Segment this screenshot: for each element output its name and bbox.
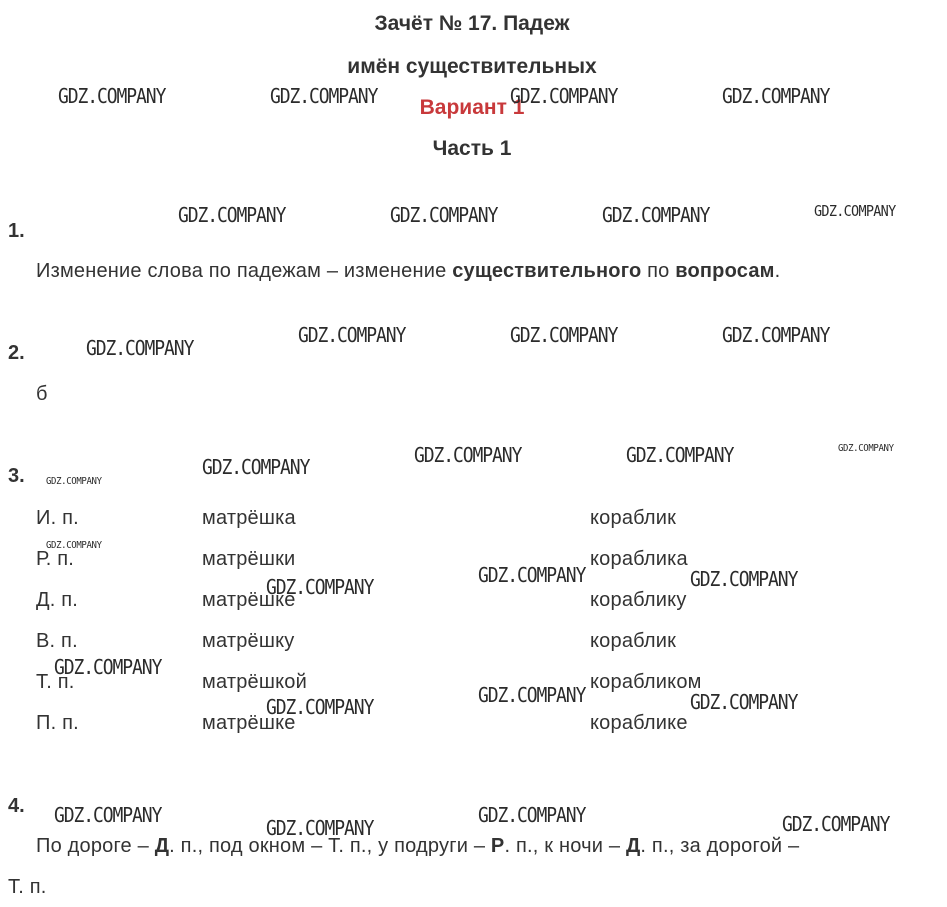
watermark: GDZ.COMPANY [838,443,894,454]
task-4-t4: . п., за дорогой – [640,835,800,857]
task-1-text-b: по [641,260,676,282]
task-4-b2: Р [490,835,505,857]
watermark: GDZ.COMPANY [478,683,586,707]
watermark: GDZ.COMPANY [626,443,734,467]
watermark: GDZ.COMPANY [390,203,498,227]
case-label: В. п. [36,630,78,652]
task-3-number: 3. [8,465,25,487]
watermark: GDZ.COMPANY [602,203,710,227]
word-matryoshka: матрёшку [202,630,295,652]
word-matryoshka: матрёшке [202,712,296,734]
watermark: GDZ.COMPANY [178,203,286,227]
case-label: И. п. [36,507,79,529]
case-label: П. п. [36,712,79,734]
task-1-text [36,260,780,283]
watermark: GDZ.COMPANY [478,563,586,587]
case-label: Т. п. [36,671,75,693]
task-1-text-a: Изменение слова по падежам – изменение [36,260,453,282]
watermark: GDZ.COMPANY [722,84,830,108]
task-4-b3: Д [625,835,641,857]
task-1-bold-b: вопросам [675,260,775,282]
task-4-line-2: Т. п. [8,876,47,898]
title-line-2: имён существительных [347,55,597,78]
part-label: Часть 1 [432,137,512,160]
watermark: GDZ.COMPANY [414,443,522,467]
watermark: GDZ.COMPANY [266,695,374,719]
watermark: GDZ.COMPANY [690,567,798,591]
task-4-b1: Д [154,835,170,857]
word-korablik: кораблик [590,507,677,529]
word-korablik: кораблика [590,548,688,570]
watermark: GDZ.COMPANY [270,84,378,108]
task-1-text-c: . [774,260,781,282]
case-label: Р. п. [36,548,75,570]
task-4-t3: . п., к ночи – [504,835,626,857]
watermark: GDZ.COMPANY [202,455,310,479]
task-1-number: 1. [8,220,25,242]
word-korablik: кораблику [590,589,687,611]
watermark: GDZ.COMPANY [722,323,830,347]
word-korablik: кораблик [590,630,677,652]
watermark: GDZ.COMPANY [58,84,166,108]
task-4-t1: По дороге – [36,835,155,857]
watermark: GDZ.COMPANY [510,323,618,347]
watermark: GDZ.COMPANY [478,803,586,827]
watermark: GDZ.COMPANY [46,476,102,487]
watermark: GDZ.COMPANY [54,655,162,679]
variant-label: Вариант 1 [419,96,525,119]
title-line-1: Зачёт № 17. Падеж [374,12,570,35]
task-4-number: 4. [8,795,25,817]
word-korablik: кораблике [590,712,688,734]
watermark: GDZ.COMPANY [298,323,406,347]
word-korablik: корабликом [590,671,702,693]
watermark: GDZ.COMPANY [86,336,194,360]
task-1-bold-a: существительного [452,260,642,282]
watermark: GDZ.COMPANY [54,803,162,827]
word-matryoshka: матрёшки [202,548,296,570]
task-2-answer: б [36,383,48,405]
watermark: GDZ.COMPANY [266,575,374,599]
word-matryoshka: матрёшке [202,589,296,611]
watermark: GDZ.COMPANY [782,812,890,836]
watermark: GDZ.COMPANY [46,540,102,551]
watermark: GDZ.COMPANY [510,84,618,108]
watermark: GDZ.COMPANY [266,816,374,840]
watermark: GDZ.COMPANY [814,202,896,220]
watermark: GDZ.COMPANY [690,690,798,714]
word-matryoshka: матрёшка [202,507,296,529]
case-label: Д. п. [36,589,79,611]
task-2-number: 2. [8,342,25,364]
task-4-t2: . п., под окном – Т. п., у подруги – [169,835,491,857]
task-4-text [36,835,799,858]
word-matryoshka: матрёшкой [202,671,307,693]
